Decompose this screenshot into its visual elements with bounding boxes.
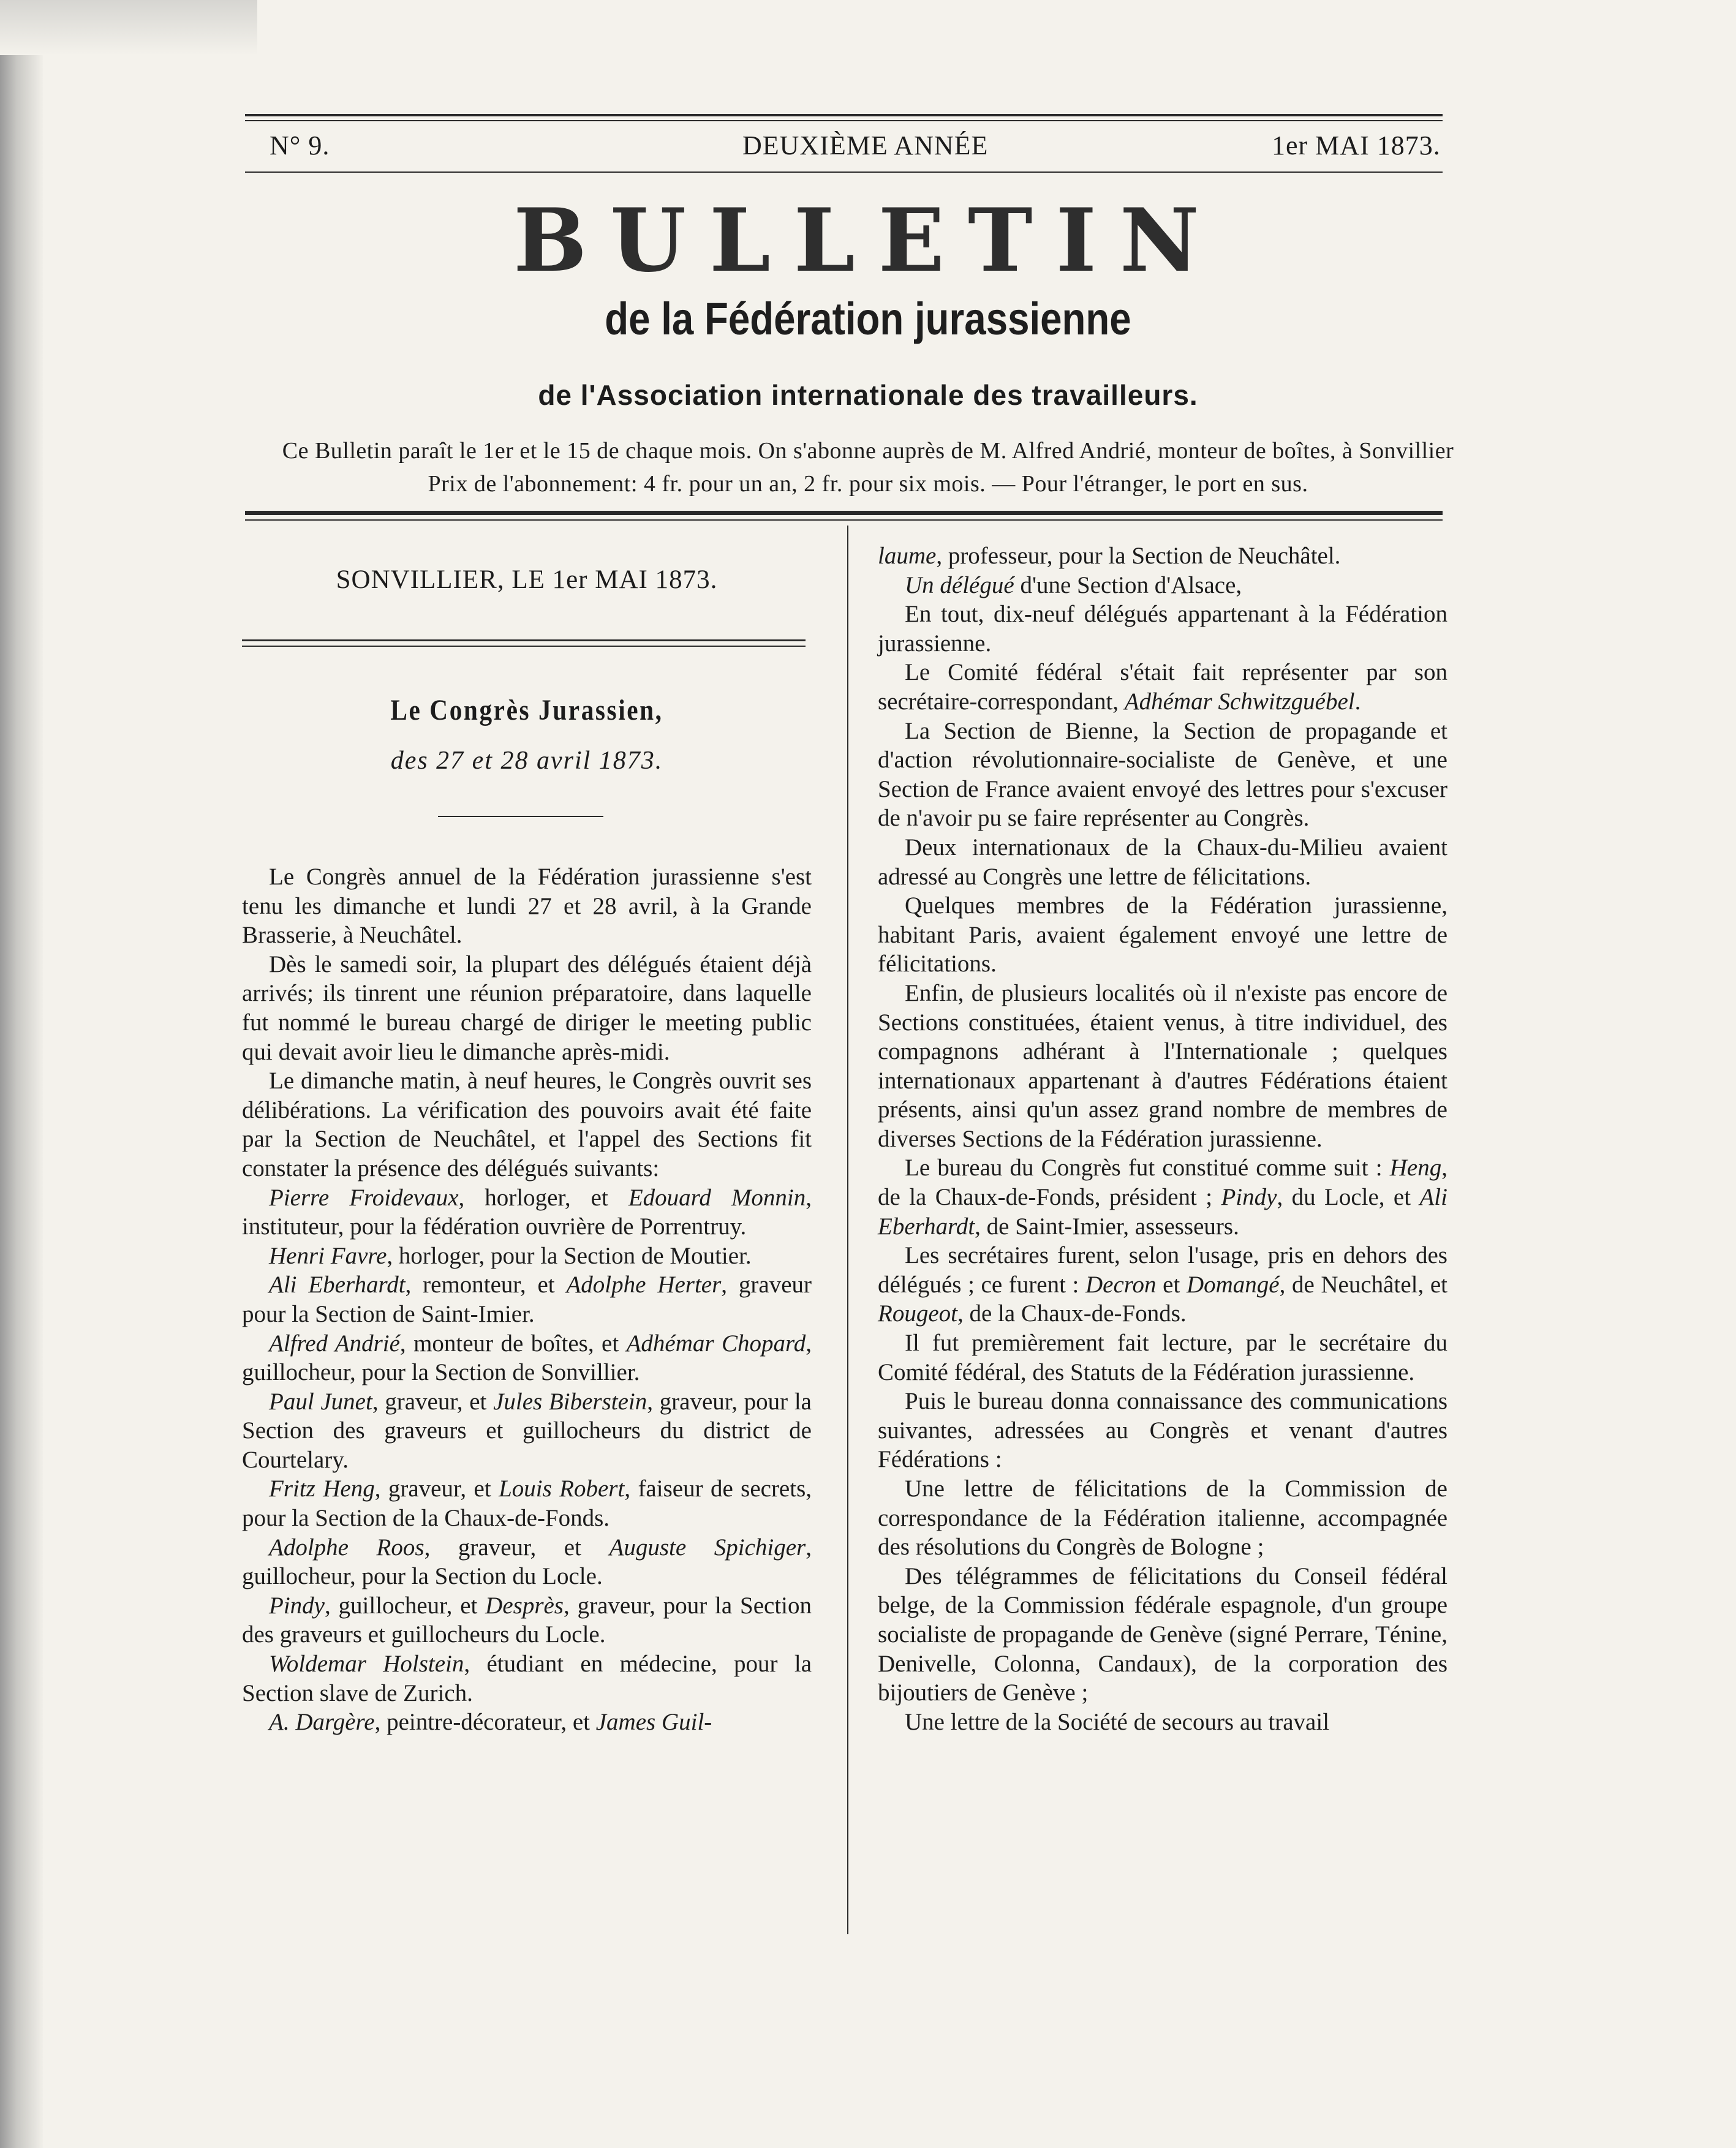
paragraph-text: d'une Section d'Alsace, (1014, 571, 1242, 598)
masthead-title: BULLETIN (513, 190, 1223, 292)
masthead-subtitle: de la Fédération jurassienne (605, 293, 1131, 344)
paragraph-text: , monteur de boîtes, et (399, 1330, 627, 1357)
article-paragraph (242, 1474, 812, 1532)
article-paragraph (878, 717, 1447, 833)
paragraph-text: , graveur, et (424, 1534, 609, 1561)
paragraph-text: , graveur, et (372, 1388, 494, 1415)
paragraph-text: , peintre-décorateur, et (374, 1709, 596, 1736)
article-paragraph (878, 1328, 1447, 1387)
italic-name: Adhémar Schwitzguébel (1124, 688, 1355, 715)
italic-name: Pindy (269, 1592, 325, 1619)
italic-name: Adolphe Herter (566, 1272, 722, 1298)
article-title: Le Congrès Jurassien, (390, 694, 663, 726)
paragraph-text: , de la Chaux-de-Fonds, président ; (878, 1155, 1447, 1211)
italic-name: Rougeot (878, 1300, 957, 1327)
article-paragraph (878, 541, 1447, 571)
left-column (242, 862, 812, 1737)
paragraph-text: Puis le bureau donna connaissance des communications suivantes, adressées au Congrès et venant d'autres Fédérations : (878, 1388, 1447, 1473)
article-paragraph (878, 571, 1447, 600)
paragraph-text: , remonteur, et (405, 1272, 567, 1298)
paragraph-text: , graveur, et (374, 1475, 499, 1502)
italic-name: Alfred Andrié (269, 1330, 400, 1357)
paragraph-text: Il fut premièrement fait lecture, par le secrétaire du Comité fédéral, des Statuts de la Fédération jurassienne. (878, 1330, 1447, 1385)
paragraph-text: Des télégrammes de félicitations du Conseil fédéral belge, de la Commission fédérale espagnole, d'un groupe socialiste de propagande de Genève (signé Perrare, Ténine, Denivelle, Colonna, Candaux), de la corporation des bijoutiers de Genève ; (878, 1562, 1447, 1706)
paragraph-text: . (1354, 688, 1361, 715)
italic-name: Auguste Spichiger (609, 1534, 806, 1561)
italic-name: Edouard Monnin (628, 1184, 806, 1211)
page-binding-shadow (0, 0, 43, 2148)
paragraph-text: , guillocheur, et (324, 1592, 486, 1619)
paragraph-text: , horloger, et (458, 1184, 628, 1211)
article-paragraph (878, 891, 1447, 979)
article-paragraph (242, 1649, 812, 1708)
article-title-rule (438, 816, 603, 817)
article-paragraph (242, 1242, 812, 1271)
paragraph-text: Quelques membres de la Fédération jurassienne, habitant Paris, avaient également envoyé une lettre de félicitations. (878, 892, 1447, 978)
italic-name: Desprès (485, 1592, 564, 1619)
paragraph-text: , horloger, pour la Section de Moutier. (387, 1242, 752, 1269)
subscription-notice-line-2: Prix de l'abonnement: 4 fr. pour un an, 2 fr. pour six mois. — Pour l'étranger, le port en sus. (428, 471, 1308, 497)
italic-name: Ali Eberhardt (878, 1184, 1447, 1240)
year-label: DEUXIÈME ANNÉE (742, 130, 989, 160)
header-rule (245, 171, 1443, 173)
italic-name: Pierre Froidevaux (269, 1184, 459, 1211)
italic-name: Un délégué (905, 571, 1014, 598)
article-paragraph (242, 1533, 812, 1591)
paragraph-text: Le Comité fédéral s'était fait représenter par son secrétaire-correspondant, (878, 659, 1447, 715)
article-paragraph (242, 1183, 812, 1242)
italic-name: Adolphe Roos (269, 1534, 425, 1561)
paragraph-text: , de la Chaux-de-Fonds. (957, 1300, 1187, 1327)
article-paragraph (242, 1066, 812, 1183)
paragraph-text: Le Congrès annuel de la Fédération jurassienne s'est tenu les dimanche et lundi 27 et 28 avril, à la Grande Brasserie, à Neuchâtel. (242, 864, 812, 949)
paragraph-text: Les secrétaires furent, selon l'usage, pris en dehors des délégués ; ce furent : (878, 1242, 1447, 1298)
article-paragraph (878, 1708, 1447, 1737)
article-paragraph (878, 658, 1447, 716)
paragraph-text: , étudiant en médecine, pour la Section slave de Zurich. (242, 1651, 812, 1706)
article-paragraph (878, 833, 1447, 891)
dateline: SONVILLIER, LE 1er MAI 1873. (336, 565, 718, 594)
italic-name: Fritz Heng (269, 1475, 375, 1502)
issue-date: 1er MAI 1873. (1272, 130, 1441, 160)
italic-name: Adhémar Chopard (626, 1330, 806, 1357)
paragraph-text: La Section de Bienne, la Section de propagande et d'action révolutionnaire-socialiste de Genève, et une Section de France avaient envoyé des lettres pour s'excuser de n'avoir pu se faire représenter au Congrès. (878, 717, 1447, 832)
article-paragraph (878, 1153, 1447, 1241)
italic-name: Ali Eberhardt (269, 1272, 406, 1298)
italic-name: Heng (1389, 1155, 1442, 1181)
subscription-notice-line-1: Ce Bulletin paraît le 1er et le 15 de chaque mois. On s'abonne auprès de M. Alfred Andrié, monteur de boîtes, à Sonvillier (282, 438, 1454, 464)
article-subtitle: des 27 et 28 avril 1873. (390, 747, 663, 775)
paragraph-text: Deux internationaux de la Chaux-du-Milieu avaient adressé au Congrès une lettre de félicitations. (878, 834, 1447, 890)
article-paragraph (242, 862, 812, 950)
paragraph-text: , de Saint-Imier, assesseurs. (975, 1213, 1239, 1240)
paragraph-text: Une lettre de félicitations de la Commission de correspondance de la Fédération italienne, accompagnée des résolutions du Congrès de Bologne ; (878, 1475, 1447, 1561)
top-double-rule-2 (245, 120, 1443, 121)
paragraph-text: et (1156, 1271, 1187, 1298)
italic-name: Louis Robert (499, 1475, 625, 1502)
page-corner-shadow (0, 0, 257, 55)
paragraph-text: Le dimanche matin, à neuf heures, le Congrès ouvrit ses délibérations. La vérification des pouvoirs avait été faite par la Section de Neuchâtel, et l'appel des Sections fit constater la présence des délégués suivants: (242, 1068, 812, 1181)
italic-name: Domangé (1186, 1271, 1280, 1298)
italic-name: Pindy (1221, 1184, 1277, 1211)
italic-name: Henri Favre (269, 1242, 387, 1269)
paragraph-text: Une lettre de la Société de secours au travail (905, 1708, 1330, 1735)
paragraph-text: , faiseur de secrets, pour la Section de la Chaux-de-Fonds. (242, 1475, 812, 1532)
paragraph-text: Dès le samedi soir, la plupart des délégués étaient déjà arrivés; ils tinrent une réunion préparatoire, dans laquelle fut nommé le bureau chargé de diriger le meeting public qui devait avoir lieu le dimanche après-midi. (242, 951, 812, 1065)
issue-number: N° 9. (270, 130, 330, 160)
paragraph-text: Enfin, de plusieurs localités où il n'existe pas encore de Sections constituées, étaient venus, à titre individuel, des compagnons adhérant à l'Internationale ; quelques internationaux appartenant à d'autres Fédérations étaient présents, ainsi qu'un assez grand nombre de membres de diverses Sections de la Fédération jurassienne. (878, 979, 1447, 1152)
article-paragraph (242, 1270, 812, 1328)
top-double-rule-1 (245, 114, 1443, 116)
italic-name: Decron (1085, 1271, 1157, 1298)
article-paragraph (242, 1708, 812, 1737)
article-paragraph (242, 1329, 812, 1387)
masthead-thin-rule (245, 519, 1443, 521)
dateline-rule-1 (242, 639, 806, 641)
paragraph-text: , graveur, pour la Section des graveurs et guillocheurs du Locle. (242, 1592, 812, 1648)
column-divider (847, 526, 848, 1934)
article-paragraph (878, 1562, 1447, 1708)
article-paragraph (878, 979, 1447, 1154)
paragraph-text: , graveur pour la Section de Saint-Imier. (242, 1272, 812, 1327)
italic-name: A. Dargère (269, 1709, 375, 1736)
masthead-thick-rule (245, 511, 1443, 515)
right-column (878, 541, 1447, 1736)
paragraph-text: , guillocheur, pour la Section de Sonvillier. (242, 1330, 812, 1386)
paragraph-text: Le bureau du Congrès fut constitué comme suit : (905, 1155, 1390, 1181)
paragraph-text: , de Neuchâtel, et (1279, 1271, 1447, 1298)
italic-name: Jules Biberstein (493, 1388, 647, 1415)
italic-name: Paul Junet (269, 1388, 372, 1415)
paragraph-text: , graveur, pour la Section des graveurs et guillocheurs du district de Courtelary. (242, 1388, 812, 1473)
masthead-tagline: de l'Association internationale des travailleurs. (538, 379, 1198, 411)
article-paragraph (878, 1474, 1447, 1562)
article-paragraph (242, 950, 812, 1066)
article-paragraph (878, 600, 1447, 658)
article-paragraph (878, 1387, 1447, 1474)
paragraph-text: , du Locle, et (1277, 1184, 1420, 1211)
article-paragraph (878, 1241, 1447, 1328)
article-paragraph (242, 1591, 812, 1649)
paragraph-text: En tout, dix-neuf délégués appartenant à la Fédération jurassienne. (878, 601, 1447, 657)
paragraph-text: , guillocheur, pour la Section du Locle. (242, 1534, 812, 1590)
italic-name: James Guil- (595, 1709, 712, 1736)
italic-name: Woldemar Holstein (269, 1651, 464, 1678)
dateline-rule-2 (242, 646, 806, 647)
paragraph-text: , professeur, pour la Section de Neuchâtel. (936, 543, 1341, 569)
article-paragraph (242, 1387, 812, 1475)
paragraph-text: , instituteur, pour la fédération ouvrière de Porrentruy. (242, 1184, 812, 1240)
italic-name: laume (878, 543, 937, 569)
